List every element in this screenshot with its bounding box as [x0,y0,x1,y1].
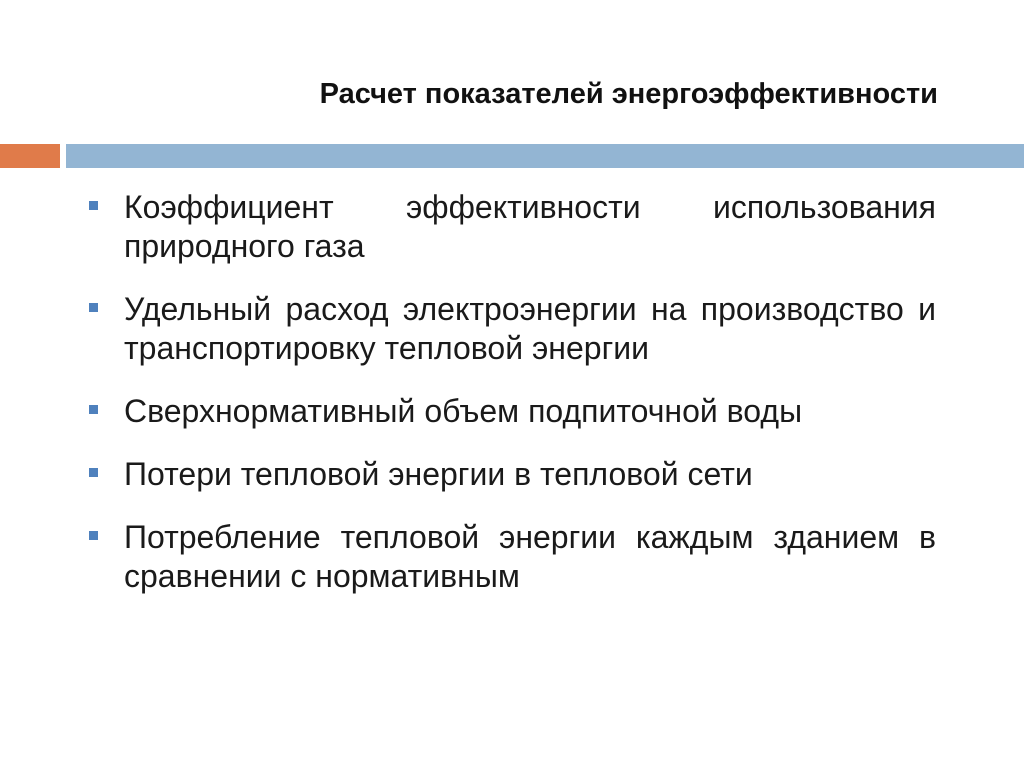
bullet-text: Коэффициент эффективности использования природного газа [124,189,936,264]
bullet-text: Сверхнормативный объем подпиточной воды [124,393,803,429]
square-bullet-icon [89,405,98,414]
bullet-text: Удельный расход электроэнергии на производство и транспортировку тепловой энергии [124,291,936,366]
bullet-list [88,188,936,620]
accent-bar-orange [0,144,60,168]
bullet-text: Потери тепловой энергии в тепловой сети [124,456,753,492]
bullet-item [88,455,936,494]
square-bullet-icon [89,468,98,477]
square-bullet-icon [89,201,98,210]
bullet-text: Потребление тепловой энергии каждым зданием в сравнении с нормативным [124,519,936,594]
square-bullet-icon [89,303,98,312]
bullet-item [88,188,936,266]
bullet-item [88,518,936,596]
slide-title: Расчет показателей энергоэффективности [319,78,938,110]
square-bullet-icon [89,531,98,540]
bullet-item [88,392,936,431]
bullet-item [88,290,936,368]
accent-bar-blue [66,144,1024,168]
